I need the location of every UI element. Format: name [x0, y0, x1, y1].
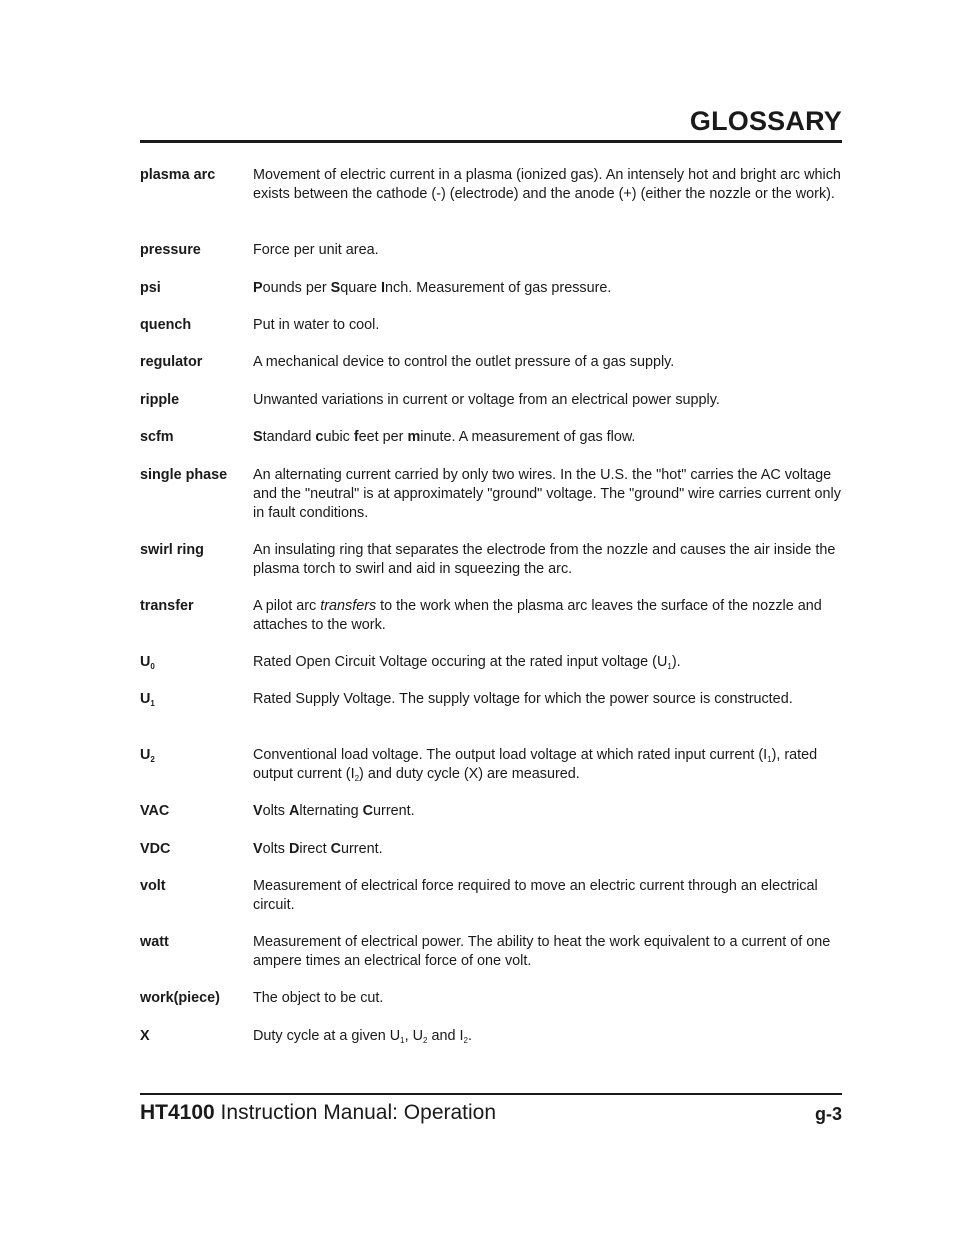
- text-run: U: [140, 654, 151, 670]
- glossary-definition: An alternating current carried by only two wires. In the U.S. the "hot" carries the AC voltage and the "neutral" is at approximately "ground" voltage. The "ground" wire carries current only in fault conditions.: [253, 467, 841, 521]
- text-run: .: [467, 1028, 472, 1044]
- text-run: S: [330, 280, 341, 296]
- text-run: C: [330, 841, 342, 857]
- text-run: ), rated output current (I: [253, 747, 818, 782]
- text-run: C: [362, 803, 374, 819]
- glossary-term: watt: [140, 934, 169, 950]
- glossary-term: pressure: [140, 242, 201, 258]
- text-run: ubic: [323, 429, 354, 445]
- text-run: f: [353, 429, 359, 445]
- glossary-definition: Measurement of electrical force required to move an electric current through an electrical circuit.: [253, 878, 818, 913]
- glossary-definition: [253, 746, 845, 784]
- glossary-definition: Force per unit area.: [253, 242, 379, 258]
- footer-model: HT4100: [140, 1101, 215, 1124]
- glossary-definition: [253, 597, 845, 635]
- text-run: U: [140, 747, 151, 763]
- glossary-definition: [253, 1027, 845, 1046]
- text-run: urrent.: [341, 841, 383, 857]
- text-run: c: [315, 429, 324, 445]
- text-run: and I: [427, 1028, 464, 1044]
- glossary-term: work(piece): [140, 990, 220, 1006]
- glossary-definition: [253, 653, 845, 672]
- glossary-definition: The object to be cut.: [253, 990, 384, 1006]
- text-run: U: [140, 691, 151, 707]
- glossary-definition: A mechanical device to control the outlet pressure of a gas supply.: [253, 354, 675, 370]
- text-run: urrent.: [373, 803, 415, 819]
- glossary-term: X: [140, 1028, 150, 1044]
- glossary-term: VDC: [140, 841, 171, 857]
- text-run: inute. A measurement of gas flow.: [420, 429, 636, 445]
- glossary-term: swirl ring: [140, 542, 204, 558]
- glossary-definition: Measurement of electrical power. The ability to heat the work equivalent to a current of one ampere times an electrical force of one volt.: [253, 934, 831, 969]
- text-run: to the work when the plasma arc leaves the surface of the nozzle and attaches to the work.: [253, 598, 822, 633]
- subscript: 1: [667, 662, 672, 671]
- glossary-definition: Rated Supply Voltage. The supply voltage for which the power source is constructed.: [253, 691, 793, 707]
- text-run: Duty cycle at a given U: [253, 1028, 401, 1044]
- glossary-definition: Put in water to cool.: [253, 317, 380, 333]
- footer-title: [140, 1101, 496, 1125]
- glossary-term: quench: [140, 317, 192, 333]
- glossary-definition: Unwanted variations in current or voltage from an electrical power supply.: [253, 392, 720, 408]
- glossary-definition: An insulating ring that separates the electrode from the nozzle and causes the air inside the plasma torch to swirl and aid in squeezing the arc.: [253, 542, 836, 577]
- text-run: ) and duty cycle (X) are measured.: [359, 766, 580, 782]
- glossary-term: scfm: [140, 429, 174, 445]
- subscript: 2: [150, 755, 155, 764]
- text-run: I: [381, 280, 386, 296]
- glossary-term: volt: [140, 878, 166, 894]
- text-run: Conventional load voltage. The output load voltage at which rated input current (I: [253, 747, 768, 763]
- text-run: m: [407, 429, 421, 445]
- text-run: transfers: [320, 598, 377, 614]
- glossary-definition: Movement of electric current in a plasma (ionized gas). An intensely hot and bright arc which exists between the cathode (-) (electrode) and the anode (+) (either the nozzle or the work).: [253, 167, 841, 202]
- glossary-term: regulator: [140, 354, 203, 370]
- subscript: 2: [423, 1036, 428, 1045]
- page-number: g-3: [815, 1104, 842, 1124]
- glossary-term: psi: [140, 280, 161, 296]
- glossary-term: plasma arc: [140, 167, 216, 183]
- glossary-term: single phase: [140, 467, 228, 483]
- footer-rule: [140, 1093, 842, 1095]
- glossary-definition: [253, 802, 845, 821]
- subscript: 2: [463, 1036, 468, 1045]
- glossary-definition: [253, 279, 845, 298]
- text-run: , U: [404, 1028, 424, 1044]
- subscript: 0: [150, 662, 155, 671]
- text-run: irect: [299, 841, 331, 857]
- subscript: 2: [354, 774, 360, 783]
- footer-manual: Instruction Manual: Operation: [214, 1101, 497, 1124]
- text-run: olts: [262, 803, 290, 819]
- text-run: lternating: [299, 803, 363, 819]
- text-run: tandard: [262, 429, 316, 445]
- text-run: A pilot arc: [253, 598, 321, 614]
- subscript: 1: [400, 1036, 405, 1045]
- text-run: V: [253, 803, 263, 819]
- header-rule: [140, 140, 842, 143]
- text-run: ounds per: [262, 280, 331, 296]
- subscript: 1: [767, 755, 772, 764]
- glossary-term: [140, 653, 250, 672]
- glossary-term: ripple: [140, 392, 180, 408]
- text-run: quare: [340, 280, 382, 296]
- glossary-term: transfer: [140, 598, 194, 614]
- subscript: 1: [150, 699, 155, 708]
- glossary-definition: [253, 428, 845, 447]
- text-run: P: [253, 280, 263, 296]
- glossary-term: [140, 690, 250, 709]
- text-run: ).: [671, 654, 681, 670]
- text-run: eet per: [358, 429, 408, 445]
- text-run: S: [253, 429, 263, 445]
- text-run: olts: [262, 841, 290, 857]
- glossary-term: [140, 746, 250, 765]
- page-title: GLOSSARY: [689, 106, 842, 136]
- text-run: A: [289, 803, 300, 819]
- text-run: D: [289, 841, 300, 857]
- glossary-definition: [253, 840, 845, 859]
- glossary-term: VAC: [140, 803, 170, 819]
- text-run: V: [253, 841, 263, 857]
- text-run: nch. Measurement of gas pressure.: [385, 280, 612, 296]
- text-run: Rated Open Circuit Voltage occuring at the rated input voltage (U: [253, 654, 668, 670]
